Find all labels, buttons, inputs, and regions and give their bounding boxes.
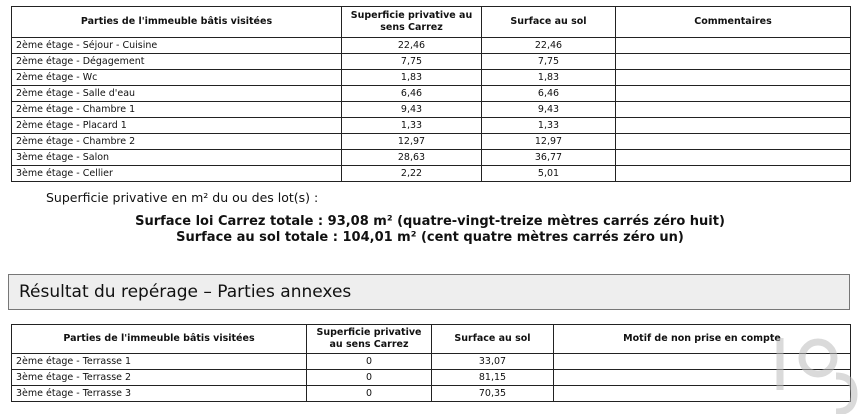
table-row xyxy=(12,86,851,102)
cell-sol: 22,46 xyxy=(482,38,616,54)
cell-partie: 2ème étage - Placard 1 xyxy=(12,118,342,134)
table-row xyxy=(12,370,851,386)
cell-commentaire xyxy=(616,166,851,182)
cell-partie: 3ème étage - Salon xyxy=(12,150,342,166)
cell-carrez: 12,97 xyxy=(342,134,482,150)
cell-partie: 2ème étage - Séjour - Cuisine xyxy=(12,38,342,54)
cell-sol: 7,75 xyxy=(482,54,616,70)
cell-sol: 33,07 xyxy=(432,354,554,370)
cell-commentaire xyxy=(616,102,851,118)
cell-sol: 70,35 xyxy=(432,386,554,402)
cell-partie: 2ème étage - Terrasse 1 xyxy=(12,354,307,370)
cell-carrez: 6,46 xyxy=(342,86,482,102)
cell-commentaire xyxy=(616,86,851,102)
col-header-carrez: Superficie privative au sens Carrez xyxy=(307,325,432,354)
cell-commentaire xyxy=(616,118,851,134)
cell-partie: 2ème étage - Chambre 2 xyxy=(12,134,342,150)
table-row xyxy=(12,102,851,118)
cell-commentaire xyxy=(554,370,851,386)
table-row xyxy=(12,166,851,182)
cell-sol: 1,83 xyxy=(482,70,616,86)
table-header-row xyxy=(12,7,851,38)
cell-sol: 5,01 xyxy=(482,166,616,182)
cell-partie: 3ème étage - Terrasse 3 xyxy=(12,386,307,402)
cell-commentaire xyxy=(616,38,851,54)
table-row xyxy=(12,54,851,70)
cell-partie: 2ème étage - Salle d'eau xyxy=(12,86,342,102)
annexes-table xyxy=(11,324,851,402)
cell-sol: 9,43 xyxy=(482,102,616,118)
table-header-row xyxy=(12,325,851,354)
col-header-carrez: Superficie privative au sens Carrez xyxy=(342,7,482,38)
cell-partie: 3ème étage - Cellier xyxy=(12,166,342,182)
table-row xyxy=(12,38,851,54)
table-row xyxy=(12,150,851,166)
cell-commentaire xyxy=(616,134,851,150)
section-title-annexes: Résultat du repérage – Parties annexes xyxy=(8,274,850,310)
cell-partie: 2ème étage - Dégagement xyxy=(12,54,342,70)
col-header-parties: Parties de l'immeuble bâtis visitées xyxy=(12,7,342,38)
cell-carrez: 1,33 xyxy=(342,118,482,134)
cell-commentaire xyxy=(616,70,851,86)
col-header-commentaires: Commentaires xyxy=(616,7,851,38)
cell-partie: 2ème étage - Wc xyxy=(12,70,342,86)
table-row xyxy=(12,354,851,370)
cell-commentaire xyxy=(554,354,851,370)
cell-sol: 36,77 xyxy=(482,150,616,166)
summary-intro: Superficie privative en m² du ou des lot(s) : xyxy=(46,190,319,205)
table-row xyxy=(12,70,851,86)
cell-sol: 1,33 xyxy=(482,118,616,134)
cell-carrez: 0 xyxy=(307,370,432,386)
cell-carrez: 7,75 xyxy=(342,54,482,70)
cell-commentaire xyxy=(616,54,851,70)
col-header-sol: Surface au sol xyxy=(432,325,554,354)
cell-carrez: 1,83 xyxy=(342,70,482,86)
cell-sol: 12,97 xyxy=(482,134,616,150)
carrez-table xyxy=(11,6,851,182)
col-header-motif: Motif de non prise en compte xyxy=(554,325,851,354)
cell-carrez: 2,22 xyxy=(342,166,482,182)
cell-sol: 6,46 xyxy=(482,86,616,102)
table-row xyxy=(12,134,851,150)
cell-carrez: 0 xyxy=(307,386,432,402)
cell-sol: 81,15 xyxy=(432,370,554,386)
cell-commentaire xyxy=(554,386,851,402)
table-row xyxy=(12,386,851,402)
cell-carrez: 0 xyxy=(307,354,432,370)
cell-partie: 3ème étage - Terrasse 2 xyxy=(12,370,307,386)
carrez-total: Surface loi Carrez totale : 93,08 m² (quatre-vingt-treize mètres carrés zéro huit) xyxy=(135,214,725,229)
cell-carrez: 9,43 xyxy=(342,102,482,118)
table-row xyxy=(12,118,851,134)
col-header-parties: Parties de l'immeuble bâtis visitées xyxy=(12,325,307,354)
cell-partie: 2ème étage - Chambre 1 xyxy=(12,102,342,118)
col-header-sol: Surface au sol xyxy=(482,7,616,38)
cell-carrez: 28,63 xyxy=(342,150,482,166)
cell-commentaire xyxy=(616,150,851,166)
cell-carrez: 22,46 xyxy=(342,38,482,54)
sol-total: Surface au sol totale : 104,01 m² (cent quatre mètres carrés zéro un) xyxy=(176,230,684,245)
